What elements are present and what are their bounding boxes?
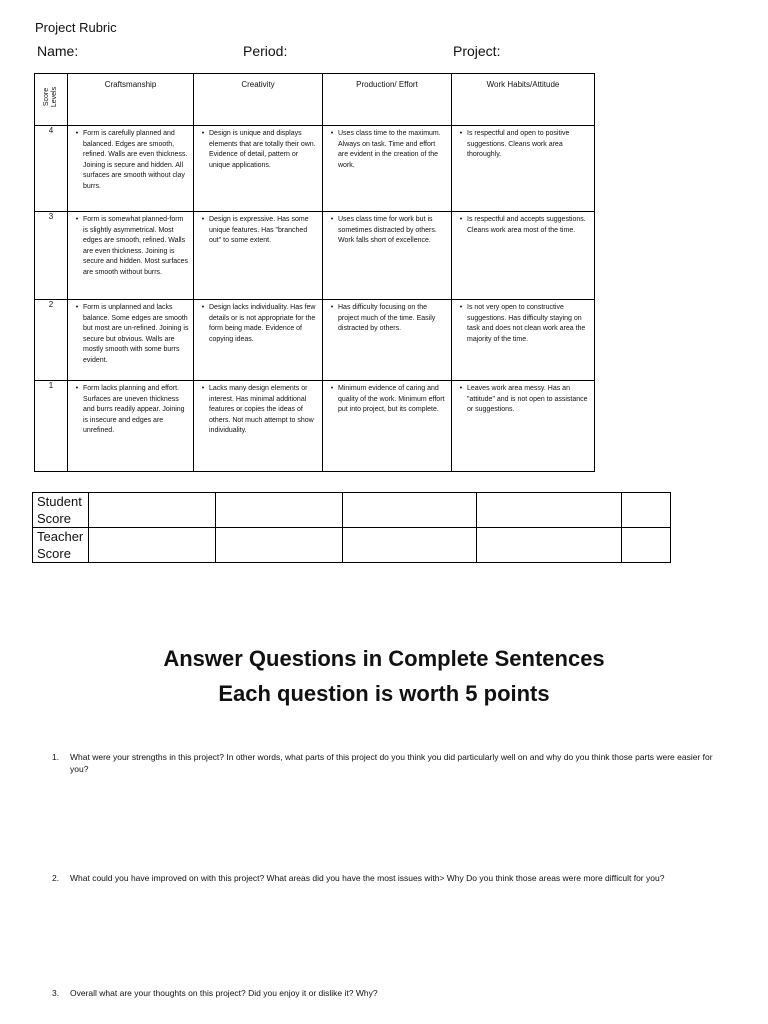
student-score-label-line1: Student <box>37 494 82 509</box>
question-number: 2. <box>52 873 60 883</box>
rubric-cell <box>323 300 452 381</box>
points-heading: Each question is worth 5 points <box>218 681 550 706</box>
instructions-heading: Answer Questions in Complete Sentences <box>163 646 605 671</box>
rubric-row-level-1 <box>35 381 595 472</box>
score-level: 2 <box>35 300 68 381</box>
bullet-icon: • <box>201 385 205 392</box>
student-score-row <box>33 493 671 528</box>
score-level: 4 <box>35 126 68 212</box>
bullet-icon: • <box>201 130 205 137</box>
rubric-cell <box>323 126 452 212</box>
teacher-score-row <box>33 528 671 563</box>
bullet-icon: • <box>330 130 334 137</box>
column-header-creativity: Creativity <box>194 74 323 126</box>
bullet-icon: • <box>330 216 334 223</box>
rubric-cell <box>452 300 595 381</box>
question-text: What were your strengths in this project? In other words, what parts of this project do you think you did particularly well on and why do you think those parts were easier for you? <box>70 752 713 774</box>
rubric-cell <box>68 126 194 212</box>
bullet-icon: • <box>330 385 334 392</box>
criterion-text: Is respectful and accepts suggestions. Cleans work area most of the time. <box>467 216 586 234</box>
criterion-text: Form is carefully planned and balanced. Edges are smooth, refined. Walls are even thickness. Joining is secure and hidden. All surfaces are smooth without clay burrs. <box>83 130 188 190</box>
question-text: What could you have improved on with this project? What areas did you have the most issues with> Why Do you think those areas were more difficult for you? <box>70 873 665 883</box>
rubric-cell <box>323 212 452 300</box>
score-levels-line1: Score <box>43 87 50 107</box>
criterion-text: Lacks many design elements or interest. Has minimal additional features or copies the ideas of others. Not much attempt to show individuality. <box>209 385 314 434</box>
rubric-header-row <box>35 74 595 126</box>
rubric-cell <box>194 300 323 381</box>
criterion-text: Is respectful and open to positive suggestions. Cleans work area thoroughly. <box>467 130 570 158</box>
score-entry-cell[interactable] <box>89 493 216 528</box>
criterion-text: Leaves work area messy. Has an "attitude" and is not open to assistance or suggestions. <box>467 385 588 413</box>
criterion-text: Form is somewhat planned-form is slightly asymmetrical. Most edges are smooth, refined. Walls are even thickness. Joining is secure and hidden. Most surfaces are smooth without burrs. <box>83 216 189 276</box>
bullet-icon: • <box>75 216 79 223</box>
question-text: Overall what are your thoughts on this project? Did you enjoy it or dislike it? Why? <box>70 988 378 998</box>
bullet-icon: • <box>75 130 79 137</box>
rubric-cell <box>194 212 323 300</box>
bullet-icon: • <box>459 216 463 223</box>
bullet-icon: • <box>459 385 463 392</box>
score-level: 3 <box>35 212 68 300</box>
question-number: 3. <box>52 988 60 998</box>
score-total-cell[interactable] <box>622 528 671 563</box>
rubric-table <box>34 73 595 472</box>
score-table <box>32 492 671 563</box>
teacher-score-label <box>33 528 89 563</box>
bullet-icon: • <box>201 304 205 311</box>
rubric-cell <box>68 212 194 300</box>
rubric-row-level-3 <box>35 212 595 300</box>
score-entry-cell[interactable] <box>477 493 622 528</box>
teacher-score-label-line1: Teacher <box>37 529 84 544</box>
criterion-text: Has difficulty focusing on the project much of the time. Easily distracted by others. <box>338 304 436 332</box>
rubric-cell <box>452 212 595 300</box>
bullet-icon: • <box>330 304 334 311</box>
score-entry-cell[interactable] <box>343 493 477 528</box>
period-label: Period: <box>243 43 288 59</box>
teacher-score-label-line2: Score <box>37 546 71 561</box>
bullet-icon: • <box>201 216 205 223</box>
rubric-cell <box>323 381 452 472</box>
column-header-production-effort: Production/ Effort <box>323 74 452 126</box>
criterion-text: Design lacks individuality. Has few details or is not appropriate for the form being made. Evidence of copying ideas. <box>209 304 316 343</box>
score-total-cell[interactable] <box>622 493 671 528</box>
score-levels-line2: Levels <box>51 86 58 108</box>
question-2 <box>52 872 732 884</box>
student-score-label <box>33 493 89 528</box>
score-entry-cell[interactable] <box>89 528 216 563</box>
rubric-cell <box>68 300 194 381</box>
name-label: Name: <box>37 43 79 59</box>
bullet-icon: • <box>75 385 79 392</box>
rubric-cell <box>452 381 595 472</box>
column-header-craftsmanship: Craftsmanship <box>68 74 194 126</box>
criterion-text: Is not very open to constructive suggestions. Has difficulty staying on task and does not clean work area the majority of the time. <box>467 304 586 343</box>
criterion-text: Minimum evidence of caring and quality of the work. Minimum effort put into project, but its complete. <box>338 385 445 413</box>
criterion-text: Uses class time for work but is sometimes distracted by others. Work falls short of excellence. <box>338 216 437 244</box>
criterion-text: Design is unique and displays elements that are totally their own. Evidence of detail, pattern or unique applications. <box>209 130 316 169</box>
criterion-text: Uses class time to the maximum. Always on task. Time and effort are evident in the creation of the work. <box>338 130 441 169</box>
criterion-text: Form is unplanned and lacks balance. Some edges are smooth but most are un-refined. Joining is secure but obvious. Walls are mostly smooth with some burrs evident. <box>83 304 189 364</box>
score-levels-header <box>35 74 68 126</box>
question-number: 1. <box>52 752 60 762</box>
score-level: 1 <box>35 381 68 472</box>
rubric-row-level-4 <box>35 126 595 212</box>
bullet-icon: • <box>75 304 79 311</box>
question-3 <box>52 987 732 999</box>
student-score-label-line2: Score <box>37 511 71 526</box>
rubric-row-level-2 <box>35 300 595 381</box>
rubric-cell <box>68 381 194 472</box>
rubric-cell <box>194 126 323 212</box>
bullet-icon: • <box>459 130 463 137</box>
bullet-icon: • <box>459 304 463 311</box>
rubric-cell <box>452 126 595 212</box>
criterion-text: Form lacks planning and effort. Surfaces are uneven thickness and burrs readily appear. Joining is insecure and edges are unrefined. <box>83 385 185 434</box>
score-entry-cell[interactable] <box>216 493 343 528</box>
project-label: Project: <box>453 43 501 59</box>
question-1 <box>52 751 732 775</box>
document-title: Project Rubric <box>35 20 117 35</box>
score-entry-cell[interactable] <box>477 528 622 563</box>
score-entry-cell[interactable] <box>343 528 477 563</box>
rubric-cell <box>194 381 323 472</box>
score-entry-cell[interactable] <box>216 528 343 563</box>
column-header-work-habits: Work Habits/Attitude <box>452 74 595 126</box>
criterion-text: Design is expressive. Has some unique features. Has "branched out" to some extent. <box>209 216 309 244</box>
